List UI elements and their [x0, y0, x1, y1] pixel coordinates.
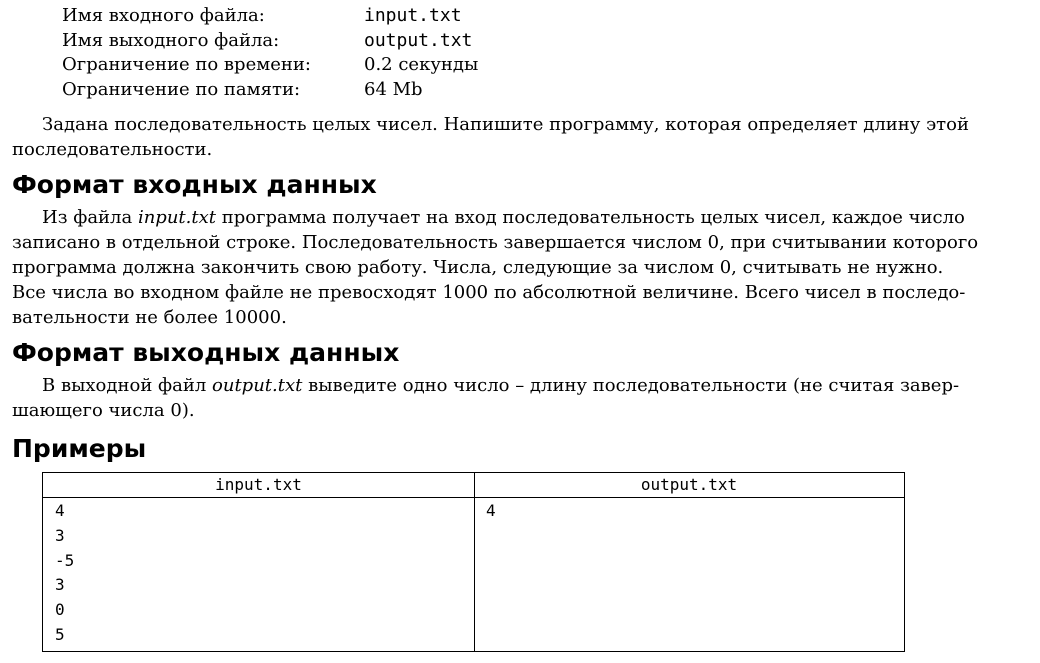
input-file-mention: input.txt: [137, 207, 216, 228]
output-file-row: [62, 29, 562, 54]
text-span: выведите одно число – длину последовательности (не считая завер-: [302, 375, 960, 396]
statement-text: [12, 112, 969, 162]
memory-limit-row: [62, 78, 562, 103]
time-limit-label: Ограничение по времени:: [62, 54, 311, 75]
example-output-header: output.txt: [474, 473, 904, 498]
statement-line: последовательности.: [12, 139, 213, 160]
example-input-line: 3: [55, 575, 65, 595]
examples-heading: Примеры: [12, 434, 147, 463]
output-format-heading: Формат выходных данных: [12, 338, 400, 367]
input-format-line: программа должна закончить свою работу. Числа, следующие за числом 0, считывать не нужно.: [12, 257, 944, 278]
example-input-body: [43, 498, 474, 648]
statement-line: Задана последовательность целых чисел. Напишите программу, которая определяет длину этой: [42, 114, 969, 135]
input-file-label: Имя входного файла:: [62, 5, 265, 26]
input-format-line: вательности не более 10000.: [12, 307, 287, 328]
input-file-value: input.txt: [364, 5, 462, 26]
output-file-mention: output.txt: [212, 375, 303, 396]
memory-limit-value: 64 Mb: [364, 78, 423, 100]
text-span: Из файла: [42, 207, 138, 228]
example-input-line: 3: [55, 525, 65, 545]
text-span: В выходной файл: [42, 375, 213, 396]
examples-table: [42, 472, 905, 652]
example-input-line: -5: [55, 550, 75, 570]
input-format-text: [12, 205, 979, 330]
output-format-line: шающего числа 0).: [12, 400, 195, 421]
memory-limit-label: Ограничение по памяти:: [62, 78, 301, 100]
example-input-line: 0: [55, 600, 65, 620]
output-file-value: output.txt: [364, 29, 473, 51]
example-output-column: [474, 473, 904, 651]
output-file-label: Имя выходного файла:: [62, 29, 280, 51]
input-file-row: [62, 4, 562, 29]
example-input-line: 5: [55, 624, 65, 644]
output-format-text: [12, 373, 960, 423]
example-input-line: 4: [55, 501, 65, 520]
input-format-line: Все числа во входном файле не превосходят 1000 по абсолютной величине. Всего чисел в последо-: [12, 282, 966, 303]
input-format-heading: Формат входных данных: [12, 170, 377, 199]
problem-limits: [62, 4, 562, 102]
example-input-header: input.txt: [43, 473, 474, 498]
text-span: программа получает на вход последовательность целых чисел, каждое число: [216, 207, 965, 228]
input-format-line: [12, 205, 965, 230]
input-format-line: записано в отдельной строке. Последовательность завершается числом 0, при считывании которого: [12, 232, 979, 253]
example-output-line: 4: [486, 501, 496, 520]
time-limit-value: 0.2 секунды: [364, 54, 479, 75]
time-limit-row: [62, 53, 562, 78]
example-output-body: [474, 498, 904, 524]
output-format-line: [12, 373, 960, 398]
example-input-column: [43, 473, 475, 651]
